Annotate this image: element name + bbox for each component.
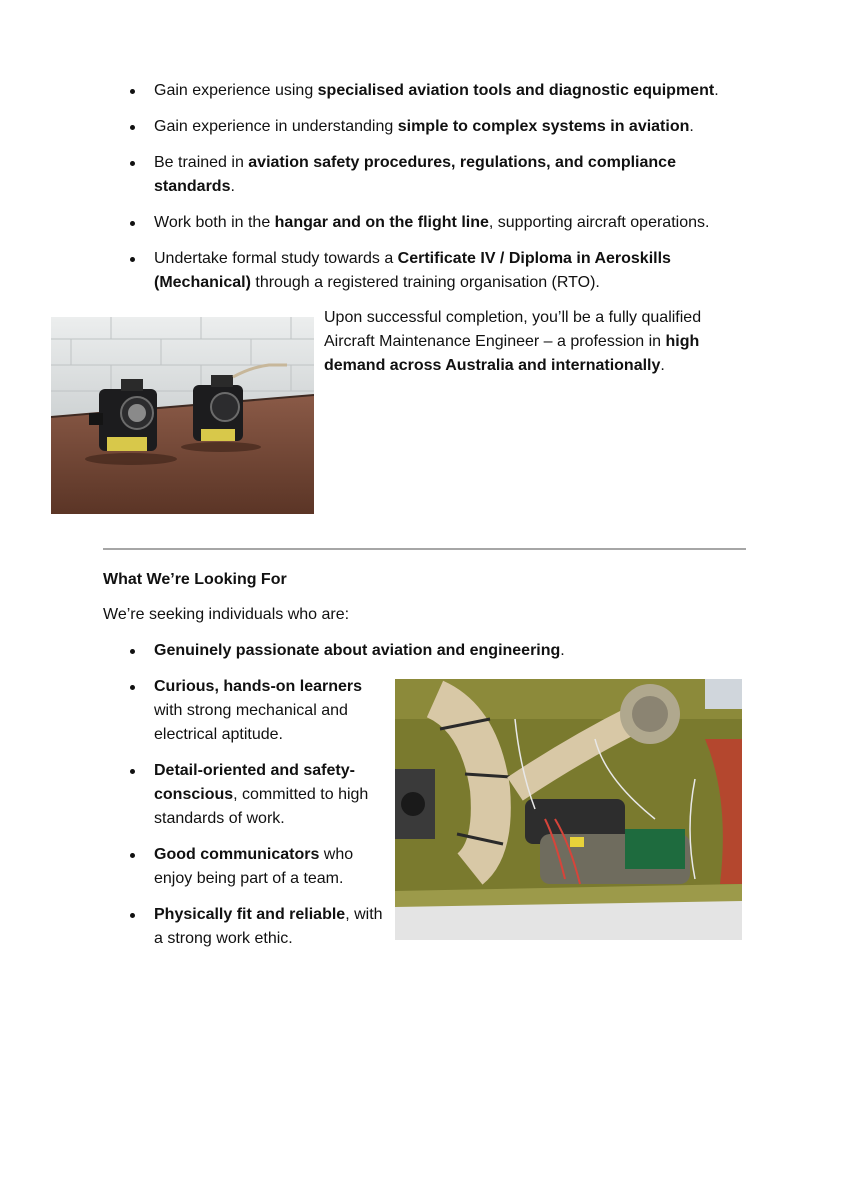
section-intro: We’re seeking individuals who are: [103, 606, 350, 623]
list-item: Detail-oriented and safety-conscious, committed to high standards of work. [103, 759, 383, 831]
section-heading: What We’re Looking For [103, 571, 287, 588]
list-item: Curious, hands-on learners with strong mechanical and electrical aptitude. [103, 675, 383, 747]
list-item: Good communicators who enjoy being part of a team. [103, 843, 383, 891]
list-item: Work both in the hangar and on the flight line, supporting aircraft operations. [103, 211, 743, 235]
completion-paragraph: Upon successful completion, you’ll be a fully qualified Aircraft Maintenance Engineer – a profession in high demand across Australia and internationally. [324, 309, 702, 374]
list-item: Physically fit and reliable, with a strong work ethic. [103, 903, 383, 951]
candidate-traits-list [103, 639, 565, 963]
list-item: Be trained in aviation safety procedures, regulations, and compliance standards. [103, 151, 743, 199]
section-divider [103, 548, 746, 550]
list-item: Undertake formal study towards a Certificate IV / Diploma in Aeroskills (Mechanical) through a registered training organisation (RTO). [103, 247, 743, 295]
aircraft-engine-bay-photo [395, 679, 742, 940]
list-item: Gain experience using specialised aviation tools and diagnostic equipment. [103, 79, 743, 103]
list-item: Gain experience in understanding simple to complex systems in aviation. [103, 115, 743, 139]
list-item: Genuinely passionate about aviation and engineering. [103, 639, 734, 663]
aircraft-parts-photo [51, 317, 314, 514]
training-benefits-list [103, 79, 743, 307]
